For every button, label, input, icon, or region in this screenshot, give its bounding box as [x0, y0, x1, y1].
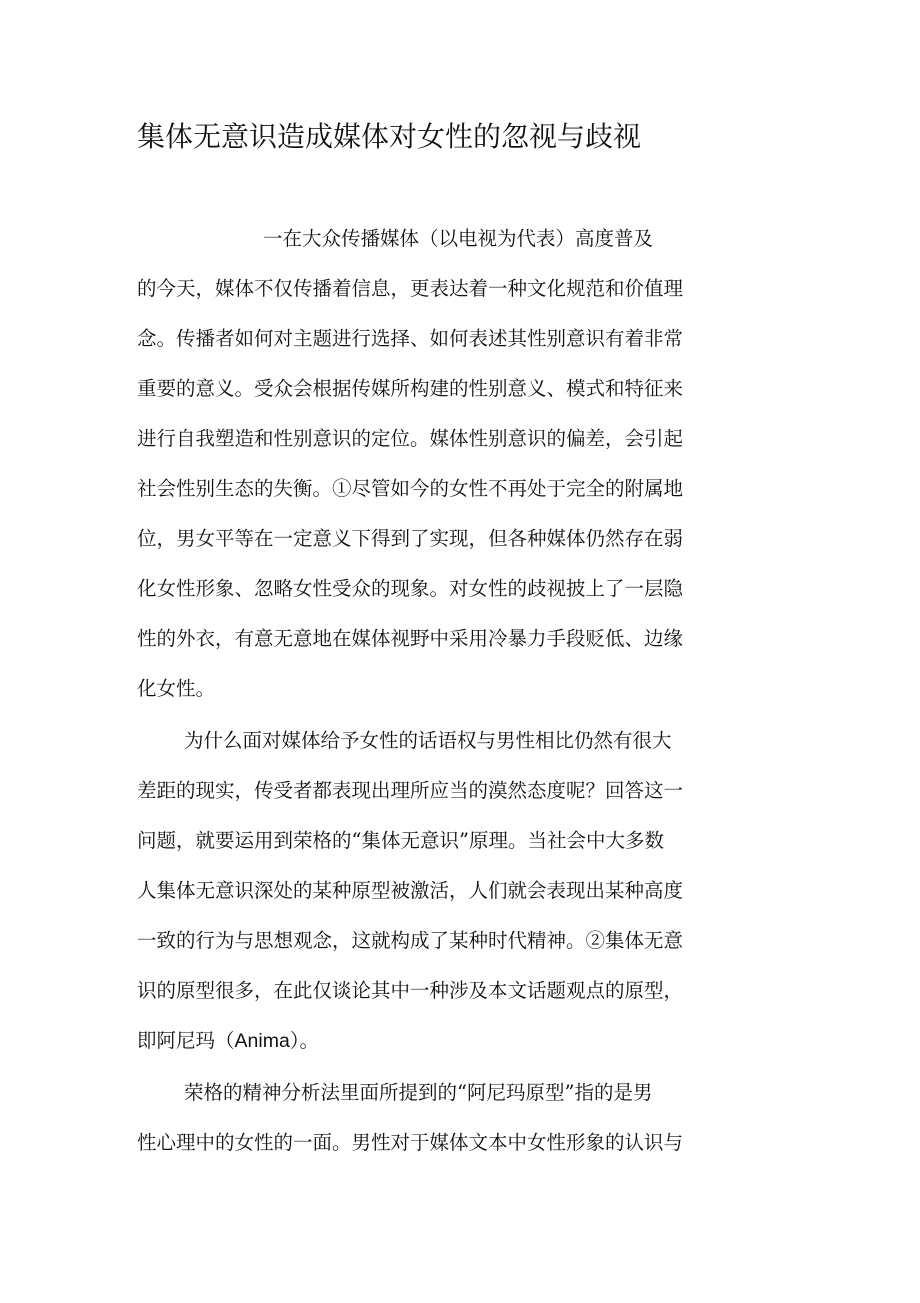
paragraph-1-line-3: 念。传播者如何对主题进行选择、如何表述其性别意识有着非常 — [137, 327, 684, 350]
paragraph-2-line-7 — [137, 1016, 319, 1066]
paragraph-2-last-line-after: ）。 — [289, 1029, 320, 1052]
paragraph-2-line-5: 一致的行为与思想观念，这就构成了某种时代精神。②集体无意 — [137, 929, 684, 952]
paragraph-2-last-line-before: 即阿尼玛（ — [137, 1029, 235, 1052]
document-title: 集体无意识造成媒体对女性的忽视与歧视 — [137, 120, 642, 153]
paragraph-2-line-2: 差距的现实，传受者都表现出理所应当的漠然态度呢？回答这一 — [137, 779, 684, 802]
paragraph-2-line-6: 识的原型很多，在此仅谈论其中一种涉及本文话题观点的原型， — [137, 979, 684, 1002]
paragraph-2-line-4: 人集体无意识深处的某种原型被激活，人们就会表现出某种高度 — [137, 879, 684, 902]
paragraph-2-line-1: 为什么面对媒体给予女性的话语权与男性相比仍然有很大 — [184, 729, 672, 752]
paragraph-3-line-2: 性心理中的女性的一面。男性对于媒体文本中女性形象的认识与 — [137, 1131, 684, 1154]
paragraph-1-line-1: 一在大众传播媒体（以电视为代表）高度普及 — [263, 227, 654, 250]
paragraph-1-line-6: 社会性别生态的失衡。①尽管如今的女性不再处于完全的附属地 — [137, 477, 684, 500]
paragraph-1-line-5: 进行自我塑造和性别意识的定位。媒体性别意识的偏差，会引起 — [137, 427, 684, 450]
paragraph-1-line-2: 的今天，媒体不仅传播着信息，更表达着一种文化规范和价值理 — [137, 277, 684, 300]
paragraph-1-line-10: 化女性。 — [137, 677, 216, 700]
paragraph-2-line-3: 问题，就要运用到荣格的“集体无意识”原理。当社会中大多数 — [137, 829, 664, 852]
paragraph-3-line-1: 荣格的精神分析法里面所提到的“阿尼玛原型”指的是男 — [184, 1081, 653, 1104]
anima-term: Anima — [234, 1030, 290, 1052]
paragraph-1-line-8: 化女性形象、忽略女性受众的现象。对女性的歧视披上了一层隐 — [137, 577, 684, 600]
paragraph-1-line-9: 性的外衣，有意无意地在媒体视野中采用冷暴力手段贬低、边缘 — [137, 627, 684, 650]
paragraph-1-line-7: 位，男女平等在一定意义下得到了实现，但各种媒体仍然存在弱 — [137, 527, 684, 550]
paragraph-1-line-4: 重要的意义。受众会根据传媒所构建的性别意义、模式和特征来 — [137, 377, 684, 400]
